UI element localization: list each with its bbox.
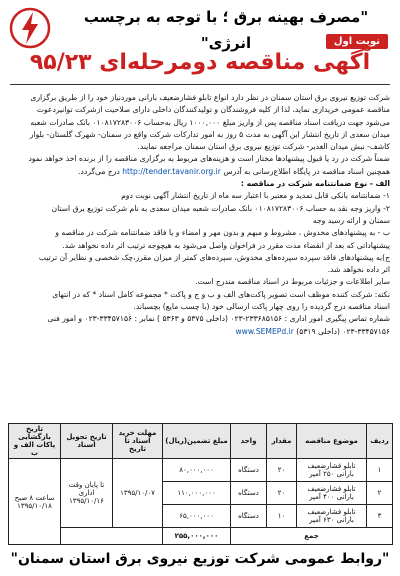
row-index: ۲ <box>367 482 393 505</box>
row-qty: ۲۰ <box>267 482 297 505</box>
body-line: میدان سعدی از تاریخ انتشار این آگهی به مدت ۵ روز به امور تدارکات شرکت واقع در سمنان- شهرک گلستان- بلوار <box>29 129 390 139</box>
body-line: شرکت توزیع نیروی برق استان سمنان در نظر دارد انواع تابلو فشارضعیف بارانی موردنیاز خود را از طریق برگزاری <box>30 93 390 102</box>
total-amount: ۲۵۵,۰۰۰,۰۰۰ <box>163 528 231 545</box>
body-line-website <box>10 326 390 338</box>
first-round-badge: نوبت اول <box>326 34 388 49</box>
col-header-purchase-deadline: مهلت خرید اسناد تا تاریخ <box>113 424 163 459</box>
row-qty: ۲۰ <box>267 459 297 482</box>
public-relations-footer: "روابط عمومی شرکت توزیع نیروی برق استان سمنان" <box>10 551 390 567</box>
row-index: ۱ <box>367 459 393 482</box>
col-header-qty: مقدار <box>267 424 297 459</box>
divider <box>10 84 390 85</box>
body-line: ۲- واریز وجه نقد به حساب ۰۱۰۸۱۷۲۸۳۰۰۶ بانک صادرات شعبه میدان سعدی به نام شرکت توزیع برق استان <box>51 203 390 213</box>
energy-slogan: "مصرف بهینه برق ؛ با توجه به برچسب انرژی" <box>83 8 369 52</box>
body-line: اثر داده نخواهد شد. <box>327 265 390 275</box>
row-subject: تابلو فشارضعیف بارانی ۶۳۰ آمپر <box>297 505 367 528</box>
power-company-logo-icon <box>8 6 52 50</box>
tender-body <box>10 92 390 338</box>
row-amount: ۸۰,۰۰۰,۰۰۰ <box>163 459 231 482</box>
col-header-index: ردیف <box>367 424 393 459</box>
row-amount: ۱۱۰,۰۰۰,۰۰۰ <box>163 482 231 505</box>
portal-suffix: درج می‌گردد. <box>78 166 120 176</box>
body-line-portal <box>10 166 390 178</box>
total-label: جمع <box>231 528 393 545</box>
tech-phone: ۰۲۳-۳۳۴۵۷۱۵۶ (داخلی ۵۳۱۹) <box>296 326 390 336</box>
total-row <box>9 528 393 545</box>
col-header-opening: تاریخ بازگشایی پاکات الف و ب <box>9 424 61 459</box>
body-line: اسناد مناقصه درج گردیده را روی چهار پاکت ارسالی خود (با چسب مایع) بچسباند. <box>133 302 390 312</box>
body-line: ضمناً شرکت در رد یا قبول پیشنهادها مختار است و هزینه‌های مربوط به برگزاری مناقصه را از برنده اخذ خواهد نمود <box>28 154 390 164</box>
delivery-deadline: تا پایان وقت اداری ۱۳۹۵/۱۰/۱۶ <box>61 459 113 528</box>
purchase-deadline: ۱۳۹۵/۱۰/۰۷ <box>113 459 163 528</box>
row-amount: ۶۵,۰۰۰,۰۰۰ <box>163 505 231 528</box>
col-header-amount: مبلغ تضمین(ریال) <box>163 424 231 459</box>
row-index: ۳ <box>367 505 393 528</box>
row-subject: تابلو فشارضعیف بارانی ۴۰۰ آمپر <box>297 482 367 505</box>
row-unit: دستگاه <box>231 505 267 528</box>
tender-items-table <box>8 423 393 545</box>
body-line: ب - به پیشنهادهای مخدوش ، مشروط و مبهم و بدون مهر و امضاء و یا فاقد ضمانتنامه شرکت در مناقصه و <box>55 228 390 238</box>
row-qty: ۱۰ <box>267 505 297 528</box>
body-line: ۱- ضمانتنامه بانکی قابل تمدید و معتبر با اعتبار سه ماه از تاریخ انتشار آگهی نوبت دوم <box>121 191 390 201</box>
table-row <box>9 459 393 482</box>
total-empty <box>61 528 163 545</box>
portal-prefix: همچنین اسناد مناقصه در پایگاه اطلاع‌رسانی به آدرس <box>223 166 390 176</box>
body-line: نکته: شرکت کننده موظف است تصویر پاکت‌های الف و ب و ج و پاکت * مجموعه کامل اسناد * که در انتهای <box>52 289 390 299</box>
col-header-subject: موضوع مناقصه <box>297 424 367 459</box>
tender-title: آگهی مناقصه دومرحله‌ای ۹۵/۲۳ <box>29 50 371 75</box>
row-unit: دستگاه <box>231 482 267 505</box>
row-subject: تابلو فشارضعیف بارانی ۲۵۰ آمپر <box>297 459 367 482</box>
body-line: پیشنهاداتی که بعد از انقضاء مدت مقرر در فراخوان واصل می‌شود به هیچوجه ترتیب اثر داده نخواهد شد. <box>62 240 390 250</box>
col-header-delivery: تاریخ تحویل اسناد <box>61 424 113 459</box>
body-line: سایر اطلاعات و جزئیات مربوط در اسناد مناقصه مندرج است. <box>195 277 390 287</box>
body-line: مناقصه عمومی خریداری نماید، لذا از کلیه فروشندگان و تولیدکنندگان داخلی دارای صلاحیت ازشرکت توانیردعوت <box>36 105 390 115</box>
table-header-row <box>9 424 393 459</box>
body-line: سمنان و ارائه رسید وجه <box>312 215 390 225</box>
body-line: شماره تماس پیگیری امور اداری : ۲۳۳۶۸۵۱۵۶-۰۲۳ (داخلی ۵۳۷۵ و ۵۳۶۳ ) نمابر : ۳۳۴۵۷۱۵۶-۰۲۳ و امور فنی <box>47 314 390 324</box>
company-website-link[interactable]: www.SEMEPd.ir <box>235 326 294 336</box>
col-header-unit: واحد <box>231 424 267 459</box>
tender-portal-link[interactable]: http://tender.tavanir.org.ir <box>122 166 221 176</box>
body-line: کاشف- نبش میدان الغدیر- شرکت توزیع نیروی برق استان سمنان مراجعه نمایند. <box>137 142 390 152</box>
row-unit: دستگاه <box>231 459 267 482</box>
guarantee-heading: الف - نوع ضمانتنامه شرکت در مناقصه : <box>240 179 390 189</box>
body-line: می‌شود جهت دریافت اسناد مناقصه پس از واریز مبلغ ۱۰۰۰,۰۰۰ ریال به‌حساب ۰۱۰۸۱۷۲۸۳۰۰۶ بانک صادرات شعبه <box>30 117 390 127</box>
body-line: ج)به پیشنهادهای فاقد سپرده سپرده‌های مخدوش، سپرده‌های کمتر از میزان مقرر،چک شخصی و نظایر آن ترتیب <box>38 252 390 262</box>
opening-date: ساعت ۸ صبح ۱۳۹۵/۱۰/۱۸ <box>9 459 61 545</box>
